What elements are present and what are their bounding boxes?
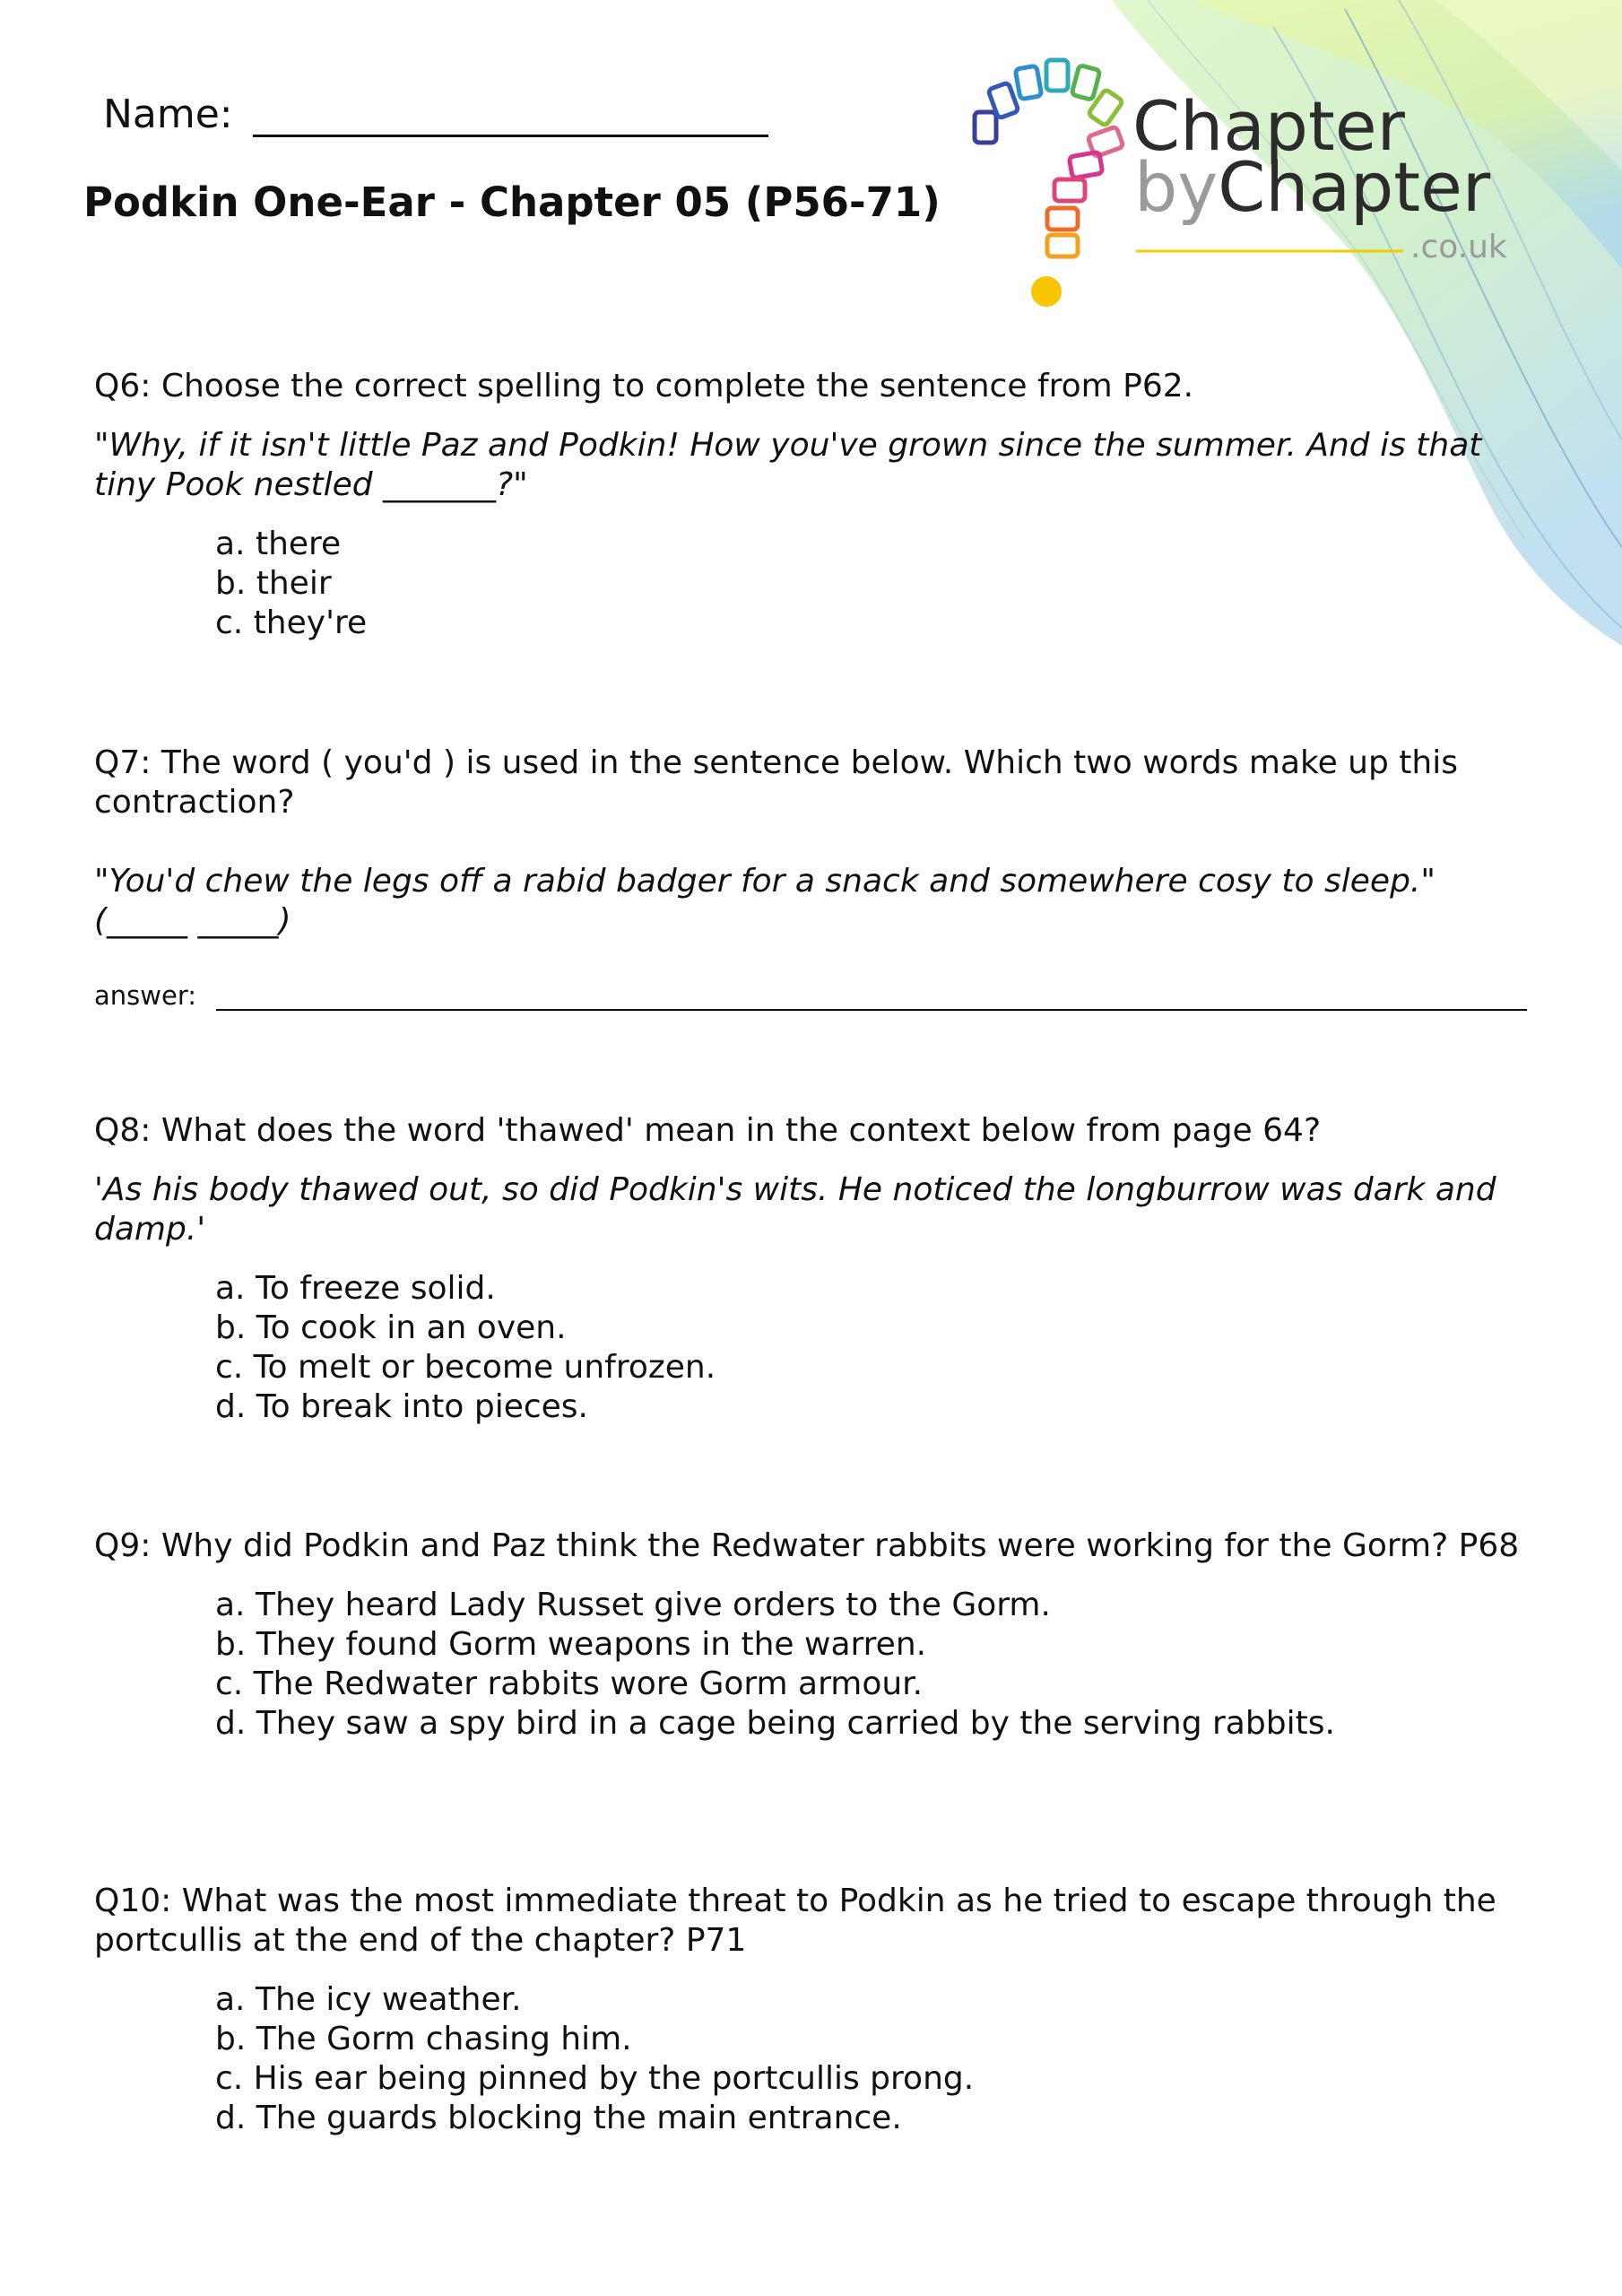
question-text: Q7: The word ( you'd ) is used in the sentence below. Which two words make up this contraction?: [94, 744, 1458, 821]
logo-dot: [1031, 276, 1062, 307]
logo-domain: .co.uk: [1410, 229, 1507, 265]
option-b[interactable]: b. their: [215, 565, 332, 602]
option-list: [215, 525, 1529, 643]
question-q9: [94, 1526, 1529, 1744]
name-field-row: [103, 90, 768, 137]
question-text: Q9: Why did Podkin and Paz think the Redwater rabbits were working for the Gorm? P68: [94, 1527, 1520, 1564]
question-text: Q6: Choose the correct spelling to complete the sentence from P62.: [94, 368, 1194, 404]
option-b[interactable]: b. The Gorm chasing him.: [215, 2021, 632, 2057]
option-a[interactable]: a. The icy weather.: [215, 1981, 522, 2018]
name-label: Name:: [103, 91, 233, 137]
option-d[interactable]: d. The guards blocking the main entrance.: [215, 2100, 902, 2136]
logo-word-by: by: [1134, 147, 1219, 227]
logo-word-chapter: Chapter: [1132, 86, 1405, 166]
question-q7: [94, 744, 1529, 941]
option-c[interactable]: c. His ear being pinned by the portcullis prong.: [215, 2060, 975, 2097]
question-q6: [94, 367, 1529, 643]
question-quote: "Why, if it isn't little Paz and Podkin! How you've grown since the summer. And is that tiny Pook nestled _______?": [94, 427, 1482, 503]
logo-word-chapter-2: Chapter: [1218, 147, 1491, 227]
book-spiral-icon: [975, 60, 1123, 307]
option-a[interactable]: a. there: [215, 526, 342, 562]
option-d[interactable]: d. To break into pieces.: [215, 1388, 588, 1425]
question-q8: [94, 1111, 1529, 1427]
option-c[interactable]: c. To melt or become unfrozen.: [215, 1349, 716, 1386]
option-list: [215, 1269, 1529, 1427]
answer-input-line[interactable]: [216, 991, 1527, 1011]
option-b[interactable]: b. To cook in an oven.: [215, 1309, 567, 1346]
svg-text:byChapter: [1134, 147, 1491, 227]
chapter-by-chapter-logo: [964, 49, 1538, 318]
option-b[interactable]: b. They found Gorm weapons in the warren.: [215, 1626, 927, 1663]
option-d[interactable]: d. They saw a spy bird in a cage being carried by the serving rabbits.: [215, 1705, 1335, 1742]
option-list: [215, 1980, 1529, 2138]
question-q10: [94, 1882, 1529, 2138]
option-c[interactable]: c. The Redwater rabbits wore Gorm armour.: [215, 1665, 924, 1702]
name-input-line[interactable]: [253, 90, 768, 137]
question-text: Q10: What was the most immediate threat to Podkin as he tried to escape through the portcullis at the end of the chapter? P71: [94, 1883, 1496, 1959]
worksheet-title: Podkin One-Ear - Chapter 05 (P56-71): [83, 178, 941, 226]
option-list: [215, 1586, 1529, 1744]
question-quote: 'As his body thawed out, so did Podkin's wits. He noticed the longburrow was dark and damp.': [94, 1171, 1496, 1248]
option-a[interactable]: a. To freeze solid.: [215, 1270, 496, 1307]
option-c[interactable]: c. they're: [215, 604, 368, 641]
answer-label: answer:: [94, 980, 197, 1011]
answer-row-q7: [94, 980, 1529, 1011]
option-a[interactable]: a. They heard Lady Russet give orders to the Gorm.: [215, 1587, 1051, 1623]
question-quote: "You'd chew the legs off a rabid badger for a snack and somewhere cosy to sleep." (_____ _____): [94, 863, 1436, 939]
question-text: Q8: What does the word 'thawed' mean in the context below from page 64?: [94, 1112, 1322, 1149]
